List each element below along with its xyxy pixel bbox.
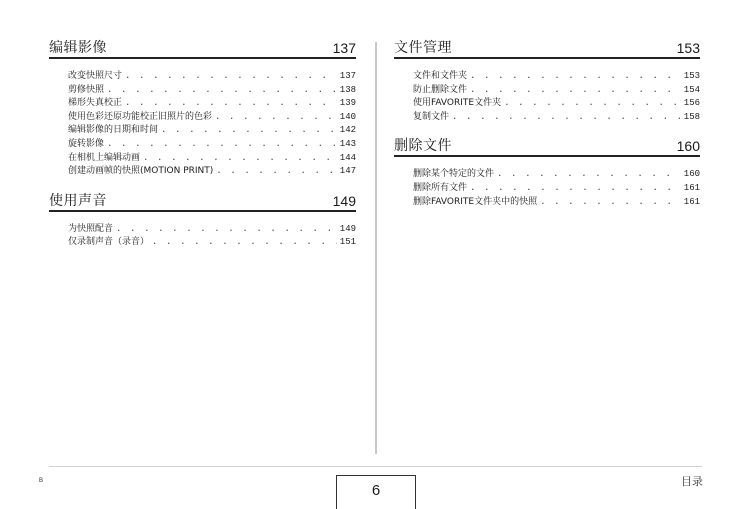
toc-entry[interactable]: [68, 236, 356, 250]
dot-leader: [125, 97, 337, 111]
entry-label: 文件和文件夹: [413, 71, 468, 81]
entry-label: 仅录制声音（录音）: [68, 237, 150, 248]
entry-label: 防止删除文件: [413, 84, 468, 95]
entry-page-number: 142: [339, 125, 356, 136]
entry-list: [49, 70, 356, 179]
entry-list: [394, 70, 700, 124]
section-header[interactable]: [394, 38, 700, 59]
dot-leader: [116, 223, 337, 237]
section-page-number: 153: [676, 40, 700, 56]
dot-leader: [540, 196, 681, 210]
dot-leader: [107, 138, 337, 152]
toc-entry[interactable]: [413, 182, 700, 196]
entry-page-number: 147: [339, 166, 356, 177]
dot-leader: [125, 70, 337, 84]
entry-page-number: 144: [339, 152, 356, 163]
toc-entry[interactable]: [68, 111, 356, 125]
entry-label: 编辑影像的日期和时间: [68, 125, 159, 136]
entry-page-number: 143: [339, 138, 356, 149]
toc-entry[interactable]: [413, 97, 700, 111]
toc-entry[interactable]: [68, 84, 356, 98]
footer-rule: [49, 466, 702, 467]
section-title: 使用声音: [49, 192, 107, 209]
entry-label: 使用FAVORITE文件夹: [413, 98, 502, 109]
dot-leader: [107, 84, 337, 98]
entry-list: [394, 168, 700, 209]
toc-entry[interactable]: [68, 152, 356, 166]
right-toc-column: [394, 38, 700, 221]
toc-entry[interactable]: [68, 223, 356, 237]
entry-page-number: 161: [683, 182, 700, 193]
toc-entry[interactable]: [68, 165, 356, 179]
entry-page-number: 137: [339, 71, 356, 81]
toc-entry[interactable]: [413, 84, 700, 98]
toc-entry[interactable]: [413, 70, 700, 84]
entry-label: 使用色彩还原功能校正旧照片的色彩: [68, 111, 213, 122]
page-number: 6: [336, 475, 416, 509]
section-header[interactable]: [49, 191, 356, 212]
entry-label: 梯形失真校正: [68, 98, 123, 109]
entry-page-number: 139: [339, 98, 356, 109]
toc-entry[interactable]: [413, 111, 700, 125]
entry-page-number: 160: [683, 169, 700, 180]
entry-page-number: 138: [339, 84, 356, 95]
entry-label: 旋转影像: [68, 138, 105, 149]
corner-mark: B: [39, 478, 44, 484]
entry-label: 删除某个特定的文件: [413, 169, 495, 180]
toc-entry[interactable]: [68, 124, 356, 138]
entry-list: [49, 223, 356, 250]
dot-leader: [470, 84, 681, 98]
toc-entry[interactable]: [68, 97, 356, 111]
dot-leader: [504, 97, 681, 111]
entry-label: 删除FAVORITE文件夹中的快照: [413, 196, 538, 207]
entry-page-number: 158: [683, 111, 700, 122]
footer-section-label[interactable]: 目录: [681, 475, 703, 488]
toc-entry[interactable]: [68, 70, 356, 84]
dot-leader: [470, 182, 681, 196]
entry-label: 为快照配音: [68, 223, 114, 234]
section-page-number: 160: [676, 138, 700, 155]
section-page-number: 137: [332, 40, 356, 56]
section-header[interactable]: [394, 136, 700, 157]
toc-entry[interactable]: [413, 196, 700, 210]
entry-label: 改变快照尺寸: [68, 71, 123, 81]
section-header[interactable]: [49, 38, 356, 59]
dot-leader: [452, 111, 681, 125]
entry-label: 复制文件: [413, 111, 450, 122]
section-title: 编辑影像: [49, 40, 107, 56]
section-title: 删除文件: [394, 138, 452, 155]
toc-entry[interactable]: [68, 138, 356, 152]
entry-page-number: 154: [683, 84, 700, 95]
entry-label: 创建动画帧的快照(MOTION PRINT): [68, 166, 214, 177]
dot-leader: [143, 152, 337, 166]
dot-leader: [152, 236, 337, 250]
toc-entry[interactable]: [413, 168, 700, 182]
dot-leader: [215, 111, 337, 125]
toc-section: [49, 38, 356, 179]
column-divider: [375, 42, 377, 454]
entry-page-number: 151: [339, 237, 356, 248]
dot-leader: [497, 168, 681, 182]
entry-page-number: 153: [683, 71, 700, 81]
toc-section: [394, 38, 700, 124]
entry-page-number: 161: [683, 196, 700, 207]
entry-label: 删除所有文件: [413, 182, 468, 193]
dot-leader: [470, 70, 681, 84]
entry-page-number: 149: [339, 223, 356, 234]
dot-leader: [161, 124, 337, 138]
section-title: 文件管理: [394, 40, 452, 56]
entry-page-number: 140: [339, 111, 356, 122]
toc-section: [394, 136, 700, 209]
entry-page-number: 156: [683, 98, 700, 109]
dot-leader: [216, 165, 337, 179]
toc-section: [49, 191, 356, 250]
section-page-number: 149: [332, 192, 356, 209]
entry-label: 剪修快照: [68, 84, 105, 95]
entry-label: 在相机上编辑动画: [68, 152, 141, 163]
left-toc-column: [49, 38, 356, 262]
